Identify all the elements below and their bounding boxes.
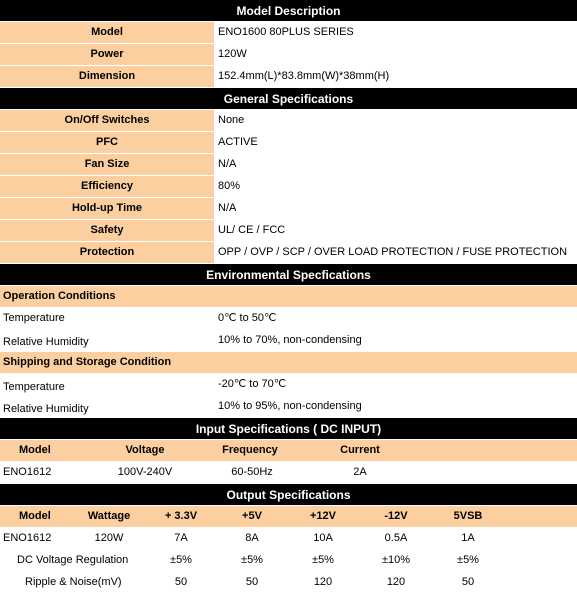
input-cell: ENO1612 — [3, 466, 52, 478]
env-row-storage-humidity — [0, 396, 577, 418]
spec-value: N/A — [215, 198, 577, 219]
subsection-heading: Shipping and Storage Condition — [3, 356, 172, 368]
spec-value: 80% — [215, 176, 577, 197]
output-cell: 10A — [313, 532, 333, 544]
output-cell: ±5% — [170, 554, 192, 566]
output-cell: 8A — [245, 532, 259, 544]
spec-value: UL/ CE / FCC — [215, 220, 577, 241]
column-header: +12V — [310, 510, 336, 522]
output-table-header — [0, 506, 577, 528]
spec-row-fan-size — [0, 154, 577, 176]
column-header: +5V — [242, 510, 262, 522]
env-label: Temperature — [0, 308, 214, 329]
output-cell: ±5% — [241, 554, 263, 566]
section-header-general-specifications: General Specifications — [0, 88, 577, 110]
subsection-shipping-storage — [0, 352, 577, 374]
spec-label: Efficiency — [0, 176, 214, 197]
spec-row-model — [0, 22, 577, 44]
env-value: -20℃ to 70℃ — [215, 374, 577, 395]
spec-value: ACTIVE — [215, 132, 577, 153]
input-table-row — [0, 462, 577, 484]
spec-label: Dimension — [0, 66, 214, 87]
output-cell: 1A — [461, 532, 475, 544]
output-cell: 50 — [461, 576, 475, 588]
spec-label: On/Off Switches — [0, 110, 214, 131]
env-row-operation-humidity — [0, 330, 577, 352]
spec-label: Hold-up Time — [0, 198, 214, 219]
section-header-input-specifications: Input Specifications ( DC INPUT) — [0, 418, 577, 440]
output-table-row — [0, 550, 577, 572]
env-label: Temperature — [0, 377, 214, 398]
spec-label: Safety — [0, 220, 214, 241]
column-header: Model — [19, 510, 51, 522]
input-table-header — [0, 440, 577, 462]
spec-row-hold-up-time — [0, 198, 577, 220]
env-value: 10% to 70%, non-condensing — [215, 330, 577, 351]
env-row-operation-temperature — [0, 308, 577, 330]
output-cell: DC Voltage Regulation — [17, 554, 129, 566]
column-header: Voltage — [125, 444, 165, 456]
output-cell: 120 — [313, 576, 333, 588]
section-header-environmental-specifications: Environmental Specfications — [0, 264, 577, 286]
env-label: Relative Humidity — [0, 332, 214, 353]
spec-label: Protection — [0, 242, 214, 263]
column-header: Frequency — [222, 444, 278, 456]
output-cell: Ripple & Noise(mV) — [25, 576, 122, 588]
column-header: Current — [340, 444, 380, 456]
spec-value: N/A — [215, 154, 577, 175]
spec-row-pfc — [0, 132, 577, 154]
env-value: 10% to 95%, non-condensing — [215, 396, 577, 417]
spec-value: OPP / OVP / SCP / OVER LOAD PROTECTION / FUSE PROTECTION — [215, 242, 577, 263]
output-cell: 50 — [174, 576, 188, 588]
column-header: + 3.3V — [164, 510, 198, 522]
spec-row-onoff — [0, 110, 577, 132]
column-header: Wattage — [87, 510, 131, 522]
spec-row-power — [0, 44, 577, 66]
output-cell: 0.5A — [384, 532, 408, 544]
spec-label: Fan Size — [0, 154, 214, 175]
spec-label: PFC — [0, 132, 214, 153]
env-label: Relative Humidity — [0, 399, 214, 420]
output-cell: 120 — [386, 576, 406, 588]
spec-row-safety — [0, 220, 577, 242]
section-header-model-description: Model Description — [0, 0, 577, 22]
env-value: 0℃ to 50℃ — [215, 308, 577, 329]
column-header: 5VSB — [453, 510, 483, 522]
spec-row-efficiency — [0, 176, 577, 198]
spec-value: None — [215, 110, 577, 131]
output-table-row — [0, 572, 577, 594]
output-cell: ±5% — [312, 554, 334, 566]
output-table-row — [0, 528, 577, 550]
spec-label: Power — [0, 44, 214, 65]
subsection-heading: Operation Conditions — [3, 290, 116, 302]
input-cell: 100V-240V — [117, 466, 173, 478]
output-cell: ENO1612 — [3, 532, 52, 544]
output-cell: 50 — [245, 576, 259, 588]
output-cell: 120W — [94, 532, 124, 544]
output-cell: ±5% — [457, 554, 479, 566]
env-row-storage-temperature — [0, 374, 577, 396]
output-cell: 7A — [174, 532, 188, 544]
spec-value: 120W — [215, 44, 577, 65]
column-header: Model — [19, 444, 51, 456]
spec-row-dimension — [0, 66, 577, 88]
output-cell: ±10% — [381, 554, 411, 566]
column-header: -12V — [384, 510, 408, 522]
spec-label: Model — [0, 22, 214, 43]
input-cell: 2A — [353, 466, 367, 478]
section-header-output-specifications: Output Specifications — [0, 484, 577, 506]
spec-value: 152.4mm(L)*83.8mm(W)*38mm(H) — [215, 66, 577, 87]
subsection-operation-conditions — [0, 286, 577, 308]
spec-value: ENO1600 80PLUS SERIES — [215, 22, 577, 43]
spec-row-protection — [0, 242, 577, 264]
input-cell: 60-50Hz — [231, 466, 273, 478]
